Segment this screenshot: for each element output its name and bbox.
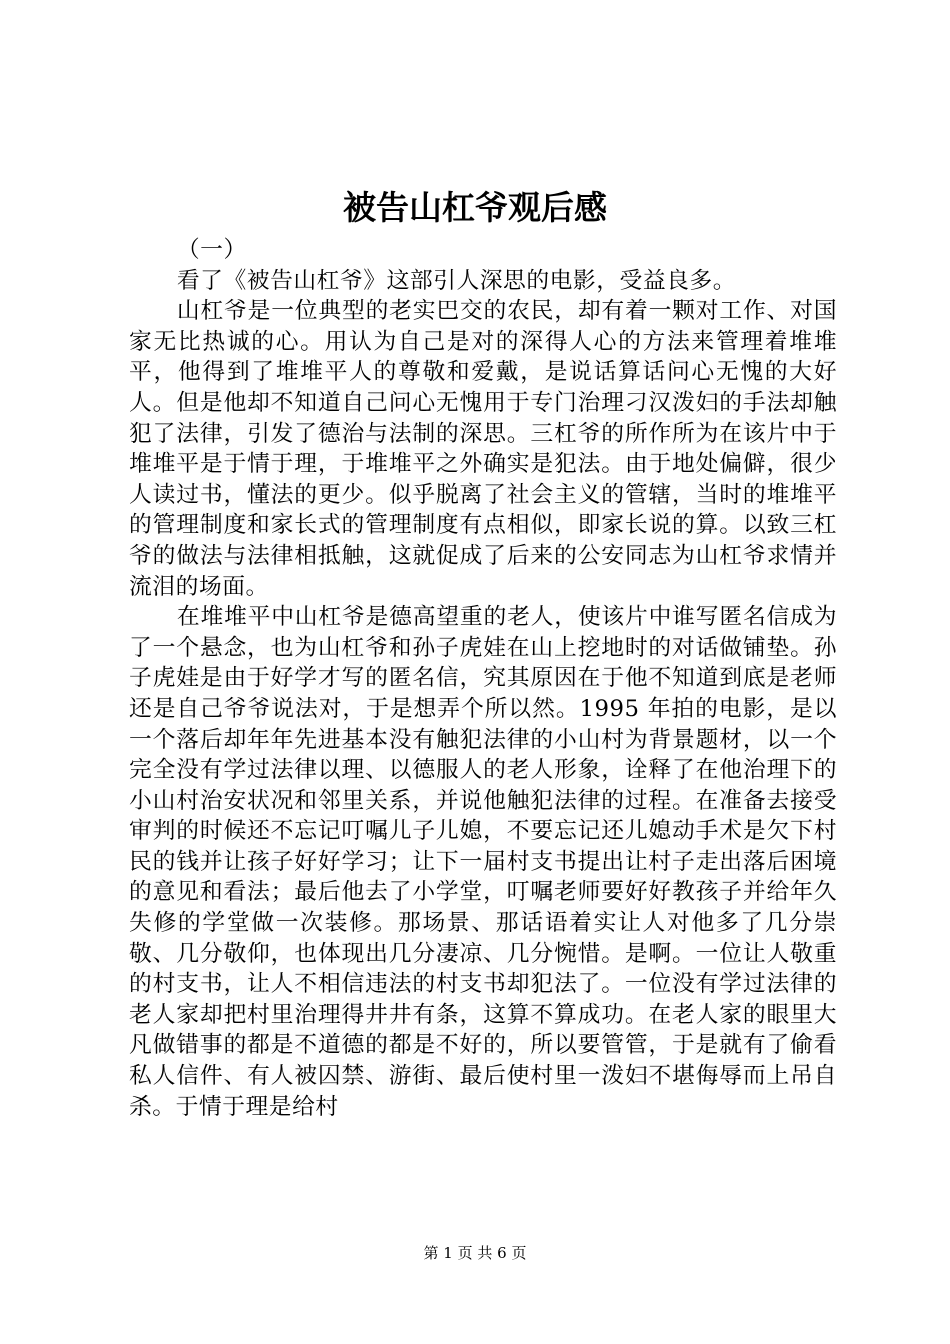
page-footer: 第 1 页 共 6 页 [423, 1244, 527, 1262]
paragraph: 山杠爷是一位典型的老实巴交的农民，却有着一颗对工作、对国家无比热诚的心。用认为自己是对的深得人心的方法来管理着堆堆平，他得到了堆堆平人的尊敬和爱戴，是说话算话问心无愧的大好人。但是他却不知道自己问心无愧用于专门治理刁汉泼妇的手法却触犯了法律，引发了德治与法制的深思。三杠爷的所作所为在该片中于堆堆平是于情于理，于堆堆平之外确实是犯法。由于地处偏僻，很少人读过书，懂法的更少。似乎脱离了社会主义的管辖，当时的堆堆平的管理制度和家长式的管理制度有点相似，即家长说的算。以致三杠爷的做法与法律相抵触，这就促成了后来的公安同志为山杠爷求情并流泪的场面。 [129, 298, 837, 600]
paragraph: 在堆堆平中山杠爷是德高望重的老人，使该片中谁写匿名信成为了一个悬念，也为山杠爷和孙子虎娃在山上挖地时的对话做铺垫。孙子虎娃是由于好学才写的匿名信，究其原因在于他不知道到底是老师还是自己爷爷说法对，于是想弄个所以然。1995 年拍的电影，是以一个落后却年年先进基本没有触犯法律的小山村为背景题材，以一个完全没有学过法律以理、以德服人的老人形象，诠释了在他治理下的小山村治安状况和邻里关系，并说他触犯法律的过程。在准备去接受审判的时候还不忘记叮嘱儿子儿媳，不要忘记还儿媳动手术是欠下村民的钱并让孩子好好学习；让下一届村支书提出让村子走出落后困境的意见和看法；最后他去了小学堂，叮嘱老师要好好教孩子并给年久失修的学堂做一次装修。那场景、那话语着实让人对他多了几分崇敬、几分敬仰，也体现出几分凄凉、几分惋惜。是啊。一位让人敬重的村支书，让人不相信违法的村支书却犯法了。一位没有学过法律的老人家却把村里治理得井井有条，这算不算成功。在老人家的眼里大凡做错事的都是不道德的都是不好的，所以要管管，于是就有了偷看私人信件、有人被囚禁、游街、最后使村里一泼妇不堪侮辱而上吊自杀。于情于理是给村 [129, 604, 837, 1120]
paragraph: 看了《被告山杠爷》这部引人深思的电影，受益良多。 [176, 267, 736, 294]
document-body [129, 235, 837, 1122]
document-title: 被告山杠爷观后感 [343, 188, 607, 227]
section-marker: （一） [176, 237, 247, 263]
